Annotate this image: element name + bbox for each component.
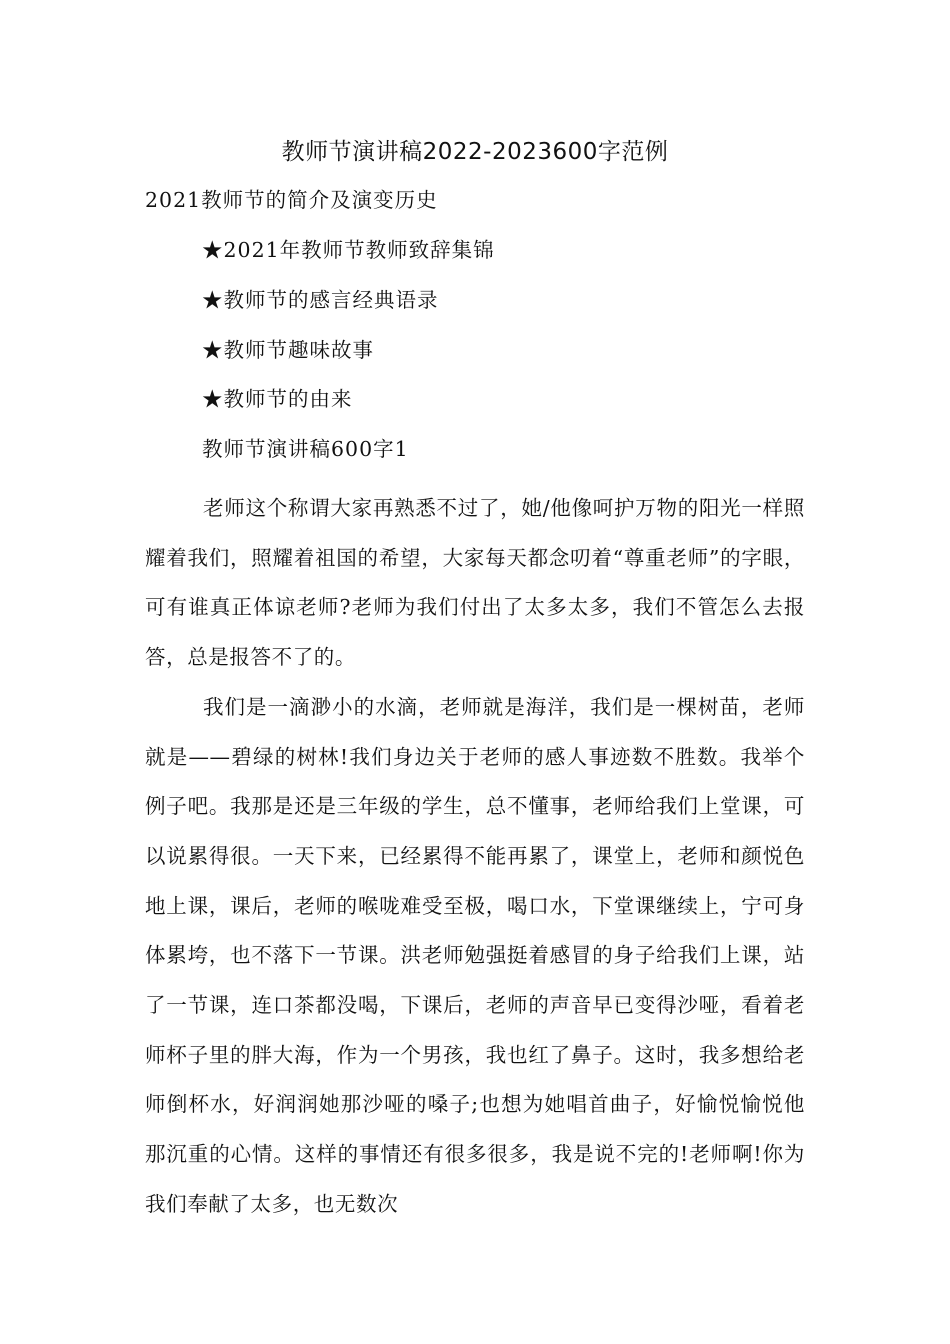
intro-heading: 2021教师节的简介及演变历史 [145,188,438,212]
paragraph: 老师这个称谓大家再熟悉不过了，她/他像呵护万物的阳光一样照耀着我们，照耀着祖国的希望，大家每天都念叨着“尊重老师”的字眼，可有谁真正体谅老师?老师为我们付出了太多太多，我们不管怎么去报答，总是报答不了的。 [145,496,805,670]
paragraph: 我们是一滴渺小的水滴，老师就是海洋，我们是一棵树苗，老师就是——碧绿的树林!我们身边关于老师的感人事迹数不胜数。我举个例子吧。我那是还是三年级的学生，总不懂事，老师给我们上堂课，可以说累得很。一天下来，已经累得不能再累了，课堂上，老师和颜悦色地上课，课后，老师的喉咙难受至极，喝口水，下堂课继续上，宁可身体累垮，也不落下一节课。洪老师勉强挺着感冒的身子给我们上课，站了一节课，连口茶都没喝，下课后，老师的声音早已变得沙哑，看着老师杯子里的胖大海，作为一个男孩，我也红了鼻子。这时，我多想给老师倒杯水，好润润她那沙哑的嗓子;也想为她唱首曲子，好愉悦愉悦他那沉重的心情。这样的事情还有很多很多，我是说不完的!老师啊!你为我们奉献了太多，也无数次 [145,694,805,1216]
bullet-item: ★2021年教师节教师致辞集锦 [202,238,495,262]
section-heading: 教师节演讲稿600字1 [202,437,409,461]
bullet-item: ★教师节的感言经典语录 [202,288,439,312]
document-title: 教师节演讲稿2022-2023600字范例 [281,139,669,165]
article-body [145,484,805,1230]
bullet-item: ★教师节的由来 [202,387,353,411]
bullet-item: ★教师节趣味故事 [202,338,374,362]
